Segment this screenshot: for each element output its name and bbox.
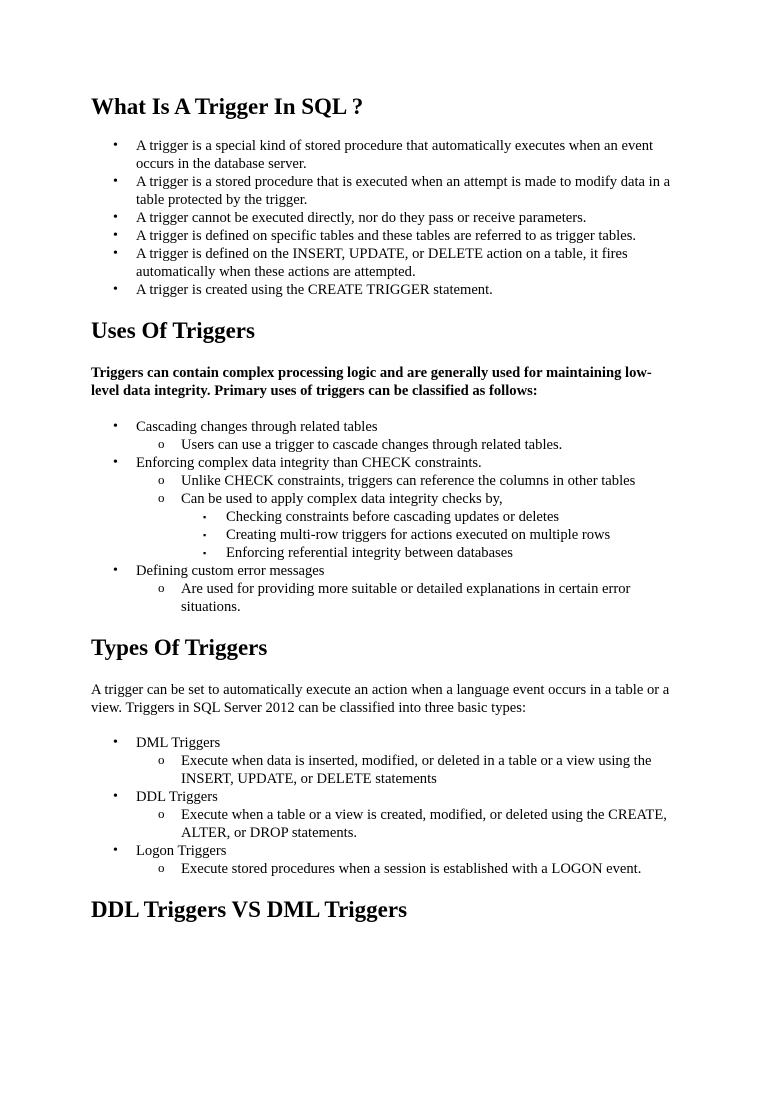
bullet-marker: • [113,563,118,578]
list-item-text: A trigger is a special kind of stored procedure that automatically executes when an event occurs in the database server. [136,138,654,172]
types-intro-paragraph: A trigger can be set to automatically execute an action when a language event occurs in a table or a view. Triggers in SQL Server 2012 can be classified into three basic types: [91,682,670,716]
list-item-text: A trigger is defined on specific tables and these tables are referred to as trigger tables. [136,228,637,244]
circle-marker: o [158,580,165,595]
sub-list-item [136,860,678,878]
list-item [91,173,678,209]
list-item-text: DML Triggers [136,735,221,751]
sub-list-item [136,806,678,842]
list-item-text: Logon Triggers [136,843,227,859]
list-item-text: A trigger is defined on the INSERT, UPDATE, or DELETE action on a table, it fires automatically when these actions are attempted. [136,246,628,280]
sub-list-item [136,472,678,490]
circle-marker: o [158,752,165,767]
sub-list [136,436,678,454]
bullet-marker: • [113,228,118,243]
list-item [91,788,678,842]
sub-list-item-text: Users can use a trigger to cascade changes through related tables. [181,437,563,453]
list-item-text: A trigger cannot be executed directly, nor do they pass or receive parameters. [136,210,587,226]
document-page [0,93,768,1117]
sub-list [136,580,678,616]
uses-intro-paragraph: Triggers can contain complex processing logic and are generally used for maintaining low-level data integrity. Primary uses of triggers can be classified as follows: [91,365,652,399]
list-item [91,562,678,616]
circle-marker: o [158,436,165,451]
sub-list-item-text: Execute when a table or a view is created, modified, or deleted using the CREATE, ALTER, or DROP statements. [181,807,667,841]
heading-ddl-vs-dml: DDL Triggers VS DML Triggers [91,897,408,922]
list-item-text: Defining custom error messages [136,563,325,579]
sub-sub-list-item-text: Enforcing referential integrity between databases [226,545,513,561]
list-item-text: Cascading changes through related tables [136,419,378,435]
list-item [91,227,678,245]
bullet-marker: • [113,735,118,750]
list-item [91,281,678,299]
circle-marker: o [158,472,165,487]
list-item [91,454,678,562]
trigger-definition-list [91,137,678,299]
square-marker: ▪ [203,512,207,522]
sub-sub-list-item [181,508,678,526]
list-item-text: A trigger is a stored procedure that is executed when an attempt is made to modify data in a table protected by the trigger. [136,174,671,208]
types-list [91,734,678,878]
list-item [91,245,678,281]
bullet-marker: • [113,455,118,470]
circle-marker: o [158,490,165,505]
circle-marker: o [158,806,165,821]
sub-list-item [136,490,678,562]
sub-sub-list-item [181,544,678,562]
sub-list-item-text: Execute when data is inserted, modified, or deleted in a table or a view using the INSERT, UPDATE, or DELETE statements [181,753,652,787]
list-item [91,842,678,878]
list-item [91,209,678,227]
bullet-marker: • [113,843,118,858]
sub-list-item-text: Can be used to apply complex data integrity checks by, [181,491,503,507]
bullet-marker: • [113,789,118,804]
bullet-marker: • [113,246,118,261]
sub-sub-list-item-text: Creating multi-row triggers for actions executed on multiple rows [226,527,611,543]
uses-list [91,418,678,616]
sub-list [136,860,678,878]
sub-sub-list [181,508,678,562]
sub-list-item [136,752,678,788]
sub-sub-list-item [181,526,678,544]
heading-uses-of-triggers: Uses Of Triggers [91,318,255,343]
list-item [91,137,678,173]
sub-list [136,472,678,562]
sub-list-item [136,436,678,454]
bullet-marker: • [113,174,118,189]
bullet-marker: • [113,210,118,225]
heading-types-of-triggers: Types Of Triggers [91,635,268,660]
sub-list-item-text: Execute stored procedures when a session is established with a LOGON event. [181,861,642,877]
circle-marker: o [158,860,165,875]
sub-list [136,752,678,788]
sub-list [136,806,678,842]
bullet-marker: • [113,282,118,297]
bullet-marker: • [113,419,118,434]
sub-sub-list-item-text: Checking constraints before cascading updates or deletes [226,509,560,525]
square-marker: ▪ [203,548,207,558]
list-item-text: DDL Triggers [136,789,218,805]
bullet-marker: • [113,138,118,153]
sub-list-item-text: Are used for providing more suitable or detailed explanations in certain error situations. [181,581,631,615]
list-item [91,418,678,454]
list-item-text: A trigger is created using the CREATE TRIGGER statement. [136,282,493,298]
list-item-text: Enforcing complex data integrity than CHECK constraints. [136,455,482,471]
sub-list-item [136,580,678,616]
list-item [91,734,678,788]
heading-what-is-trigger: What Is A Trigger In SQL ? [91,94,364,119]
sub-list-item-text: Unlike CHECK constraints, triggers can reference the columns in other tables [181,473,636,489]
square-marker: ▪ [203,530,207,540]
